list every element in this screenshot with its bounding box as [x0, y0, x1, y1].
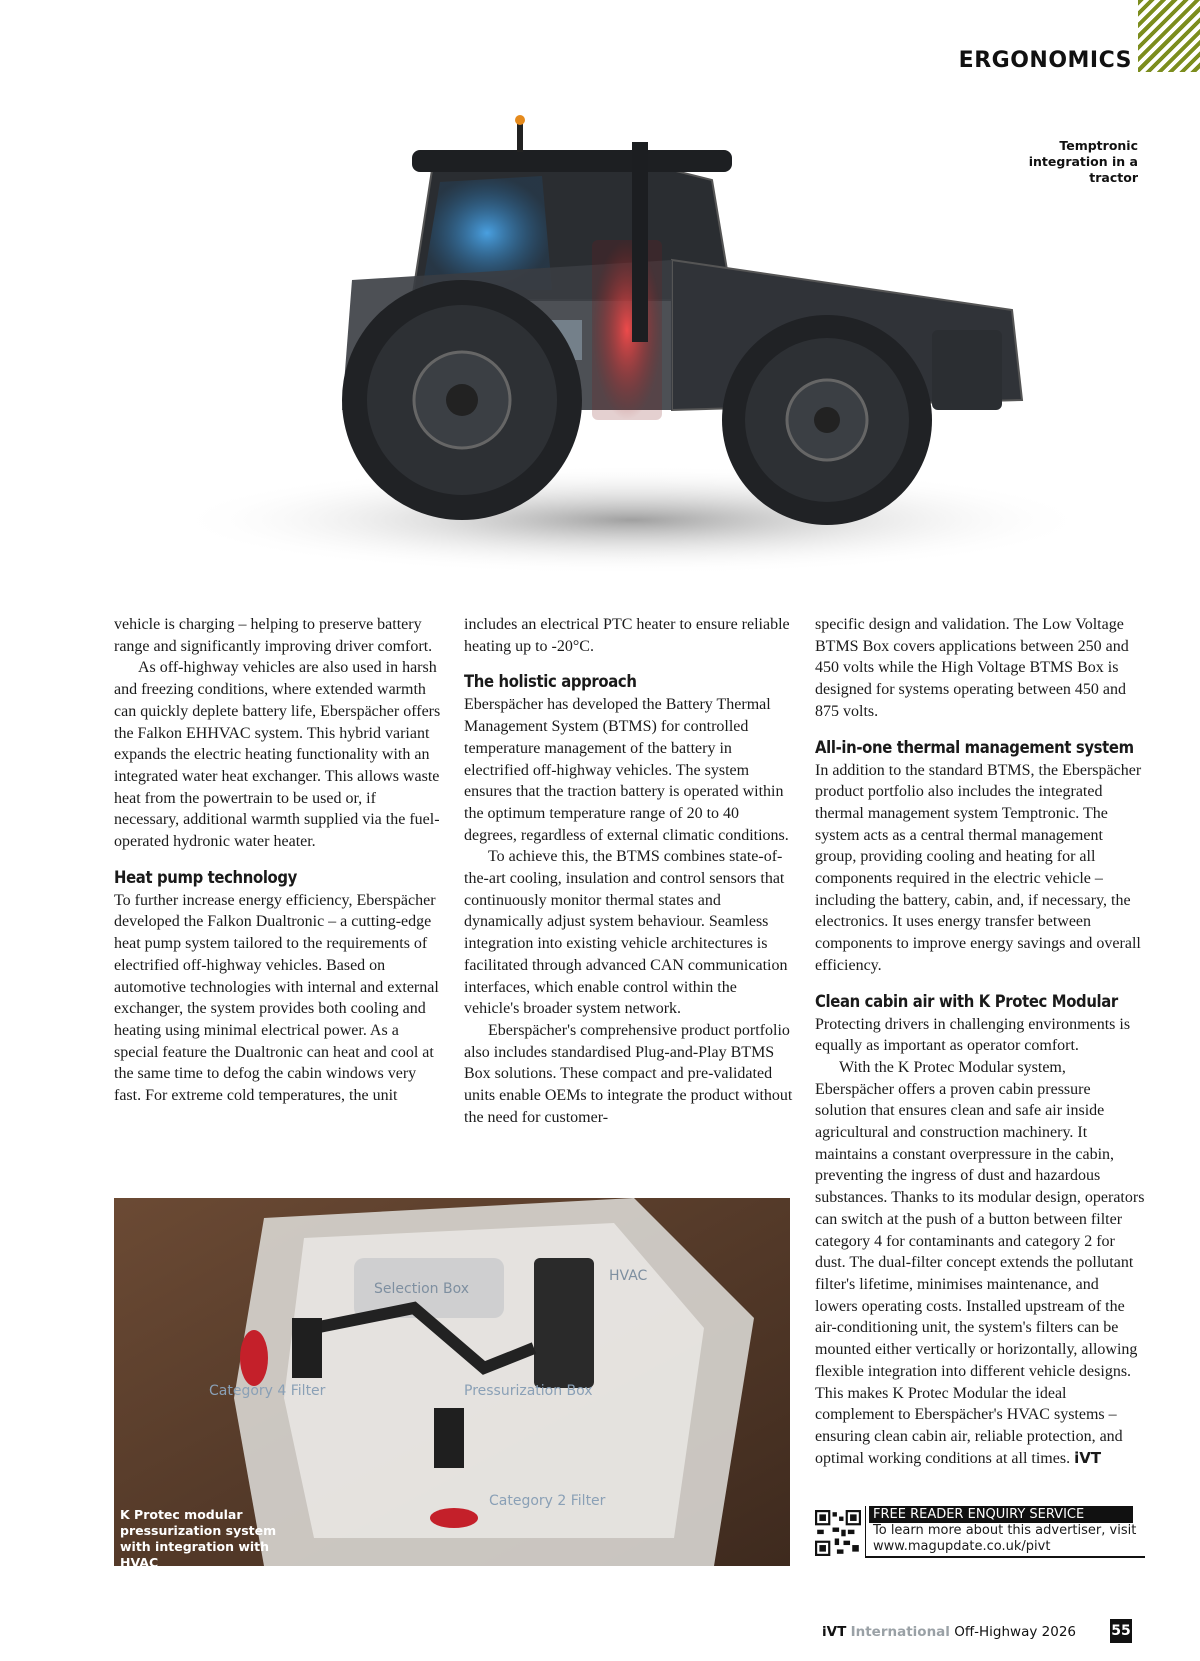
paragraph: specific design and validation. The Low Voltage BTMS Box covers applications between 250 and 450 volts while the High Voltage BTMS Box is designed for systems operating between 450 and 875 volts.: [815, 616, 1129, 720]
paragraph: [815, 1057, 1145, 1469]
paragraph: vehicle is charging – helping to preserve battery range and significantly improving driver comfort.: [114, 616, 433, 655]
section-label: ERGONOMICS: [958, 48, 1132, 73]
enquiry-text: To learn more about this advertiser, visit: [873, 1523, 1137, 1538]
page-number: 55: [1110, 1619, 1132, 1643]
qr-code-icon[interactable]: [815, 1510, 861, 1556]
article-column-3: [815, 614, 1145, 1469]
enquiry-underline: [865, 1556, 1145, 1558]
label-category4-filter: Category 4 Filter: [209, 1383, 326, 1399]
reader-enquiry-box: [815, 1506, 1145, 1556]
subheading-holistic-approach: The holistic approach: [464, 672, 637, 692]
paragraph: Eberspächer's comprehensive product portfolio also includes standardised Plug-and-Play BTMS Box solutions. These compact and pre-validated units enable OEMs to integrate the product without the need for customer-: [464, 1021, 793, 1126]
label-selection-box: Selection Box: [374, 1281, 469, 1297]
paragraph: Eberspächer has developed the Battery Thermal Management System (BTMS) for controlled temperature management of the battery in electrified off-highway vehicles. The system ensures that the traction battery is operated within the optimum temperature range of 20 to 40 degrees, regardless of external climatic conditions.: [464, 696, 789, 844]
article-column-2: [464, 614, 794, 1128]
subheading-clean-cabin-air: Clean cabin air with K Protec Modular: [815, 991, 1118, 1011]
label-pressurization-box: Pressurization Box: [464, 1383, 593, 1399]
paragraph: Protecting drivers in challenging environments is equally as important as operator comfort.: [815, 1015, 1131, 1055]
enquiry-title: FREE READER ENQUIRY SERVICE: [869, 1506, 1133, 1523]
footer-edition: Off-Highway 2026: [954, 1624, 1076, 1640]
article-column-1: [114, 614, 444, 1107]
subheading-all-in-one: All-in-one thermal management system: [815, 737, 1134, 757]
label-hvac: HVAC: [609, 1268, 648, 1284]
paragraph: As off-highway vehicles are also used in harsh and freezing conditions, where extended warmth can quickly deplete battery life, Eberspächer offers the Falkon EHHVAC system. This hybrid variant expands the electric heating functionality with an integrated water heat exchanger. This allows waste heat from the powertrain to be used or, if necessary, additional warmth supplied via the fuel-operated hydronic water heater.: [114, 659, 441, 851]
label-category2-filter: Category 2 Filter: [489, 1493, 606, 1509]
footer-international: International: [850, 1624, 950, 1640]
paragraph: To achieve this, the BTMS combines state-of-the-art cooling, insulation and control sensors that continuously monitor thermal states and dynamically adjust system behaviour. Seamless integration into existing vehicle architectures is facilitated through advanced CAN communication interfaces, which enable control within the vehicle's broader system network.: [464, 848, 788, 1018]
section-hatch-decoration: [1138, 0, 1200, 72]
hero-image-caption: Temptronic integration in a tractor: [1028, 138, 1138, 185]
subheading-heat-pump: Heat pump technology: [114, 867, 297, 887]
paragraph: In addition to the standard BTMS, the Eberspächer product portfolio also includes the integrated thermal management system Temptronic. The system acts as a central thermal management group, providing cooling and heating for all components required in the electric vehicle – including the battery, cabin, and, if necessary, the electronics. It uses energy transfer between components to improve energy savings and overall efficiency.: [815, 761, 1142, 974]
enquiry-divider: [865, 1506, 866, 1556]
footer-brand: iVT: [822, 1624, 847, 1640]
enquiry-url-link[interactable]: www.magupdate.co.uk/pivt: [873, 1539, 1051, 1554]
page-footer: [822, 1624, 1076, 1640]
tractor-hero-image: [112, 110, 1142, 580]
paragraph-text: With the K Protec Modular system, Eberspächer offers a proven cabin pressure solution that ensures clean and safe air inside agricultural and construction machinery. It maintains a constant overpressure in the cabin, preventing the ingress of dust and hazardous substances. Thanks to its modular design, operators can switch at the push of a button between filter category 4 for contaminants and category 2 for dust. The dual-filter concept extends the pollutant filter's lifetime, minimises maintenance, and lowers operating costs. Installed upstream of the air-conditioning unit, the system's filters can be mounted either vertically or horizontally, allowing flexible integration into different vehicle designs. This makes K Protec Modular the ideal complement to Eberspächer's HVAC systems – ensuring clean cabin air, reliable protection, and optimal working conditions at all times.: [815, 1058, 1145, 1467]
bottom-image-caption: K Protec modular pressurization system with integration with HVAC: [120, 1507, 277, 1570]
paragraph: includes an electrical PTC heater to ensure reliable heating up to -20°C.: [464, 616, 790, 655]
paragraph: To further increase energy efficiency, Eberspächer developed the Falkon Dualtronic – a cutting-edge heat pump system tailored to the requirements of electrified off-highway vehicles. Based on automotive technologies with internal and external exchanger, the system provides both cooling and heating using minimal electrical power. As a special feature the Dualtronic can heat and cool at the same time to defog the cabin windows very fast. For extreme cold temperatures, the unit: [114, 891, 439, 1105]
end-mark: iVT: [1074, 1448, 1102, 1467]
